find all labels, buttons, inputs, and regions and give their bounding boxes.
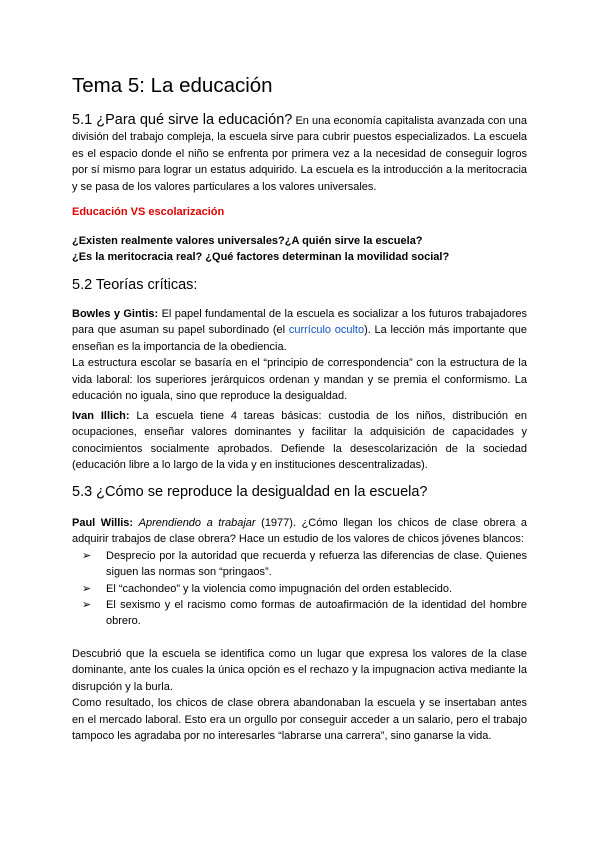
red-heading-block — [72, 204, 527, 220]
section-5-2-heading: 5.2 Teorías críticas: — [72, 277, 198, 293]
list-item — [72, 548, 527, 581]
willis-conclusion-2: Como resultado, los chicos de clase obrera abandonaban la escuela y se insertaban antes en el mercado laboral. Esto era un orgullo por conseguir acceder a un salario, pero el trabajo tampoco les agradaba por no interesarles “labrarse una carrera”, sino ganarse la vida. — [72, 697, 527, 743]
list-item — [72, 581, 527, 597]
willis-book-title: Aprendiendo a trabajar — [138, 517, 256, 529]
bowles-paragraph-1 — [72, 306, 527, 355]
section-5-3-heading-block — [72, 484, 527, 501]
willis-paragraph — [72, 515, 527, 548]
illich-name: Ivan Illich: — [72, 410, 130, 422]
willis-text: (1977). ¿Cómo llegan los chicos de clase obrera a adquirir trabajos de clase obrera? Hace un estudio de los valores de chicos jóvenes blancos: — [72, 517, 527, 546]
education-vs-schooling-heading: Educación VS escolarización — [72, 206, 225, 218]
willis-block — [72, 515, 527, 630]
illich-block — [72, 408, 527, 474]
bullet-text: El sexismo y el racismo como formas de autoafirmación de la identidad del hombre obrero. — [106, 599, 527, 628]
questions-block — [72, 233, 527, 266]
question-1: ¿Existen realmente valores universales?¿A quién sirve la escuela? — [72, 235, 423, 247]
list-item — [72, 597, 527, 630]
arrow-bullet-icon: ➢ — [82, 549, 92, 562]
section-5-3-heading: 5.3 ¿Cómo se reproduce la desigualdad en la escuela? — [72, 484, 428, 500]
document-title: Tema 5: La educación — [72, 74, 273, 97]
arrow-bullet-icon: ➢ — [82, 582, 92, 595]
bowles-gintis-block — [72, 306, 527, 404]
illich-paragraph — [72, 408, 527, 474]
willis-bullet-list — [72, 548, 527, 630]
section-5-1-text: En una economía capitalista avanzada con una división del trabajo compleja, la escuela sirve para cubrir puestos especializados. La escuela es el espacio donde el niño se enfrenta por primera vez a la necesidad de conseguir logros por sí mismo para lograr un estatus adquirido. La escuela es la introducción a la meritocracia y se pasa de los valores particulares a los valores universales. — [72, 115, 527, 193]
bowles-text-1: El papel fundamental de la escuela es socializar a los futuros trabajadores para que asuman su papel subordinado (el — [72, 308, 527, 337]
section-5-2-heading-block — [72, 277, 527, 294]
hidden-curriculum-link[interactable]: currículo oculto — [288, 324, 365, 337]
section-5-1-paragraph — [72, 112, 527, 195]
willis-conclusions-block — [72, 646, 527, 744]
willis-conclusion-1: Descubrió que la escuela se identifica como un lugar que expresa los valores de la clase dominante, ante los cuales la única opción es el rechazo y la impugnacion activa mediante la disrupción y la burla. — [72, 648, 527, 693]
section-5-1-heading: 5.1 ¿Para qué sirve la educación? — [72, 112, 293, 128]
bullet-text: El “cachondeo” y la violencia como impugnación del orden establecido. — [106, 582, 453, 595]
willis-name: Paul Willis: — [72, 517, 134, 529]
bullet-text: Desprecio por la autoridad que recuerda y refuerza las diferencias de clase. Quienes siguen las normas son “pringaos”. — [106, 549, 527, 579]
bowles-text-2: ). La lección más importante que enseñan es la importancia de la obediencia. — [72, 324, 528, 353]
section-5-1 — [72, 112, 527, 195]
illich-text: La escuela tiene 4 tareas básicas: custodia de los niños, distribución en ocupaciones, enseñar valores dominantes y facilitar la adquisición de capacidades y conocimientos socialmente aprobados. Defiende la desescolarización de la sociedad (educación libre a lo largo de la vida y en instituciones descentralizadas). — [72, 410, 527, 472]
bowles-name: Bowles y Gintis: — [72, 308, 159, 320]
bowles-paragraph-2: La estructura escolar se basaría en el “principio de correspondencia” con la estructura de la vida laboral: los superiores jerárquicos ordenan y mandan y se premia el conformismo. La educación no iguala, sino que reproduce la desigualdad. — [72, 357, 527, 403]
arrow-bullet-icon: ➢ — [82, 599, 92, 612]
question-2: ¿Es la meritocracia real? ¿Qué factores determinan la movilidad social? — [72, 251, 450, 264]
